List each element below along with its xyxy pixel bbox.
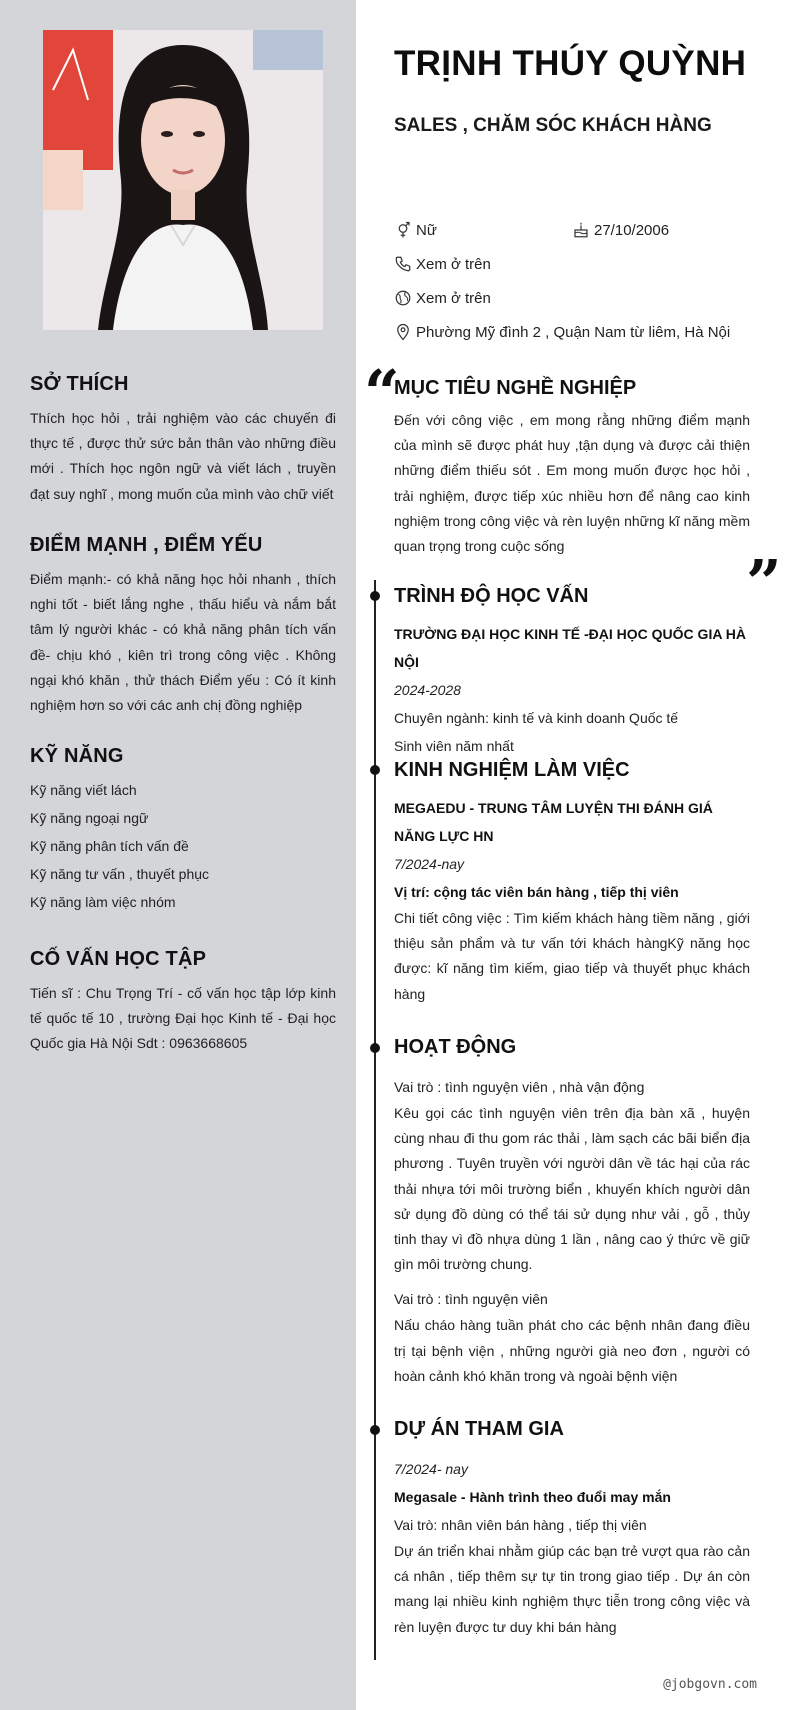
- education-title: TRÌNH ĐỘ HỌC VẤN: [394, 585, 589, 607]
- objective-text: Đến với công việc , em mong rằng những điểm mạnh của mình sẽ được phát huy ,tận dụng và được cải thiện những điểm thiếu sót . Em mong muốn được học hỏi , trải nghiệm, được tiếp xúc nhiều hơn để nâng cao kinh nghiệm trong công việc và rèn luyện những kĩ năng mềm quan trọng trong cuộc sống: [394, 412, 750, 555]
- gender-value: Nữ: [416, 221, 437, 239]
- activity-role: Vai trò : tình nguyện viên , nhà vận động: [394, 1079, 645, 1095]
- advisor-section: [30, 948, 336, 1057]
- hobbies-text: Thích học hỏi , trải nghiệm vào các chuyến đi thực tế , được thử sức bản thân vào những điều mới . Thích học ngôn ngữ và viết lách , truyền đạt suy nghĩ , mong muốn của mình vào chữ viết: [30, 410, 336, 502]
- phone-value: Xem ở trên: [416, 255, 491, 273]
- profile-photo: [43, 30, 323, 330]
- location-pin-icon: [394, 323, 412, 341]
- timeline-dot: [370, 591, 380, 601]
- hobbies-title: SỞ THÍCH: [30, 373, 129, 395]
- skills-list: [30, 776, 336, 916]
- footer-watermark: @jobgovn.com: [663, 1677, 757, 1692]
- education-year: Sinh viên năm nhất: [394, 738, 514, 754]
- skill-item: Kỹ năng ngoại ngữ: [30, 810, 149, 826]
- activities-section: [394, 1036, 750, 1389]
- projects-section: [394, 1418, 750, 1640]
- candidate-name: TRỊNH THÚY QUỲNH: [394, 44, 747, 83]
- birthday-value: 27/10/2006: [594, 221, 670, 239]
- activity-role: Vai trò : tình nguyện viên: [394, 1291, 548, 1308]
- project-name: Megasale - Hành trình theo đuổi may mắn: [394, 1489, 671, 1505]
- skill-item: Kỹ năng viết lách: [30, 782, 137, 798]
- company-name: MEGAEDU - TRUNG TÂM LUYỆN THI ĐÁNH GIÁ NĂNG LỰC HN: [394, 800, 713, 844]
- education-section: [394, 585, 750, 760]
- experience-details: Chi tiết công việc : Tìm kiếm khách hàng tiềm năng , giới thiệu sản phẩm và tư vấn tới khách hàngKỹ năng học được: kĩ năng tìm kiếm, giao tiếp và thuyết phục khách hàng: [394, 910, 750, 1002]
- candidate-role: SALES , CHĂM SÓC KHÁCH HÀNG: [394, 115, 712, 136]
- project-role: Vai trò: nhân viên bán hàng , tiếp thị viên: [394, 1517, 647, 1533]
- experience-title: KINH NGHIỆM LÀM VIỆC: [394, 759, 630, 781]
- globe-icon: [394, 289, 412, 307]
- phone-icon: [394, 255, 412, 273]
- website-row: [394, 289, 491, 307]
- hobbies-section: [30, 373, 336, 507]
- education-period: 2024-2028: [394, 682, 461, 698]
- strengths-title: ĐIỂM MẠNH , ĐIỂM YẾU: [30, 534, 263, 556]
- phone-row: [394, 255, 491, 273]
- advisor-title: CỐ VẤN HỌC TẬP: [30, 948, 207, 970]
- experience-position: Vị trí: cộng tác viên bán hàng , tiếp thị viên: [394, 884, 679, 900]
- project-period: 7/2024- nay: [394, 1461, 468, 1477]
- strengths-section: [30, 534, 336, 718]
- quote-open-icon: “: [364, 356, 400, 429]
- objective-title: MỤC TIÊU NGHỀ NGHIỆP: [394, 377, 637, 399]
- strengths-text: Điểm mạnh:- có khả năng học hỏi nhanh , thích nghi tốt - biết lắng nghe , thấu hiểu và nắm bắt tâm lý người khác - có khả năng phân tích vấn đề- chịu khó , kiên trì trong công việc . Không ngại khó khăn , thử thách Điểm yếu : Có ít kinh nghiệm hơn so với các anh chị đồng nghiệp: [30, 571, 336, 714]
- skills-title: KỸ NĂNG: [30, 745, 124, 767]
- profile-photo-illustration: [43, 30, 323, 330]
- sidebar: [0, 0, 356, 1710]
- skill-item: Kỹ năng làm việc nhóm: [30, 894, 176, 910]
- timeline-line: [374, 580, 376, 1660]
- advisor-text: Tiến sĩ : Chu Trọng Trí - cố vấn học tập lớp kinh tế quốc tế 10 , trường Đại học Kinh tế - Đại học Quốc gia Hà Nội Sdt : 0963668605: [30, 985, 336, 1052]
- education-major: Chuyên ngành: kinh tế và kinh doanh Quốc tế: [394, 710, 679, 726]
- timeline-dot: [370, 765, 380, 775]
- website-value: Xem ở trên: [416, 289, 491, 307]
- address-value: Phường Mỹ đình 2 , Quận Nam từ liêm, Hà Nội: [416, 323, 731, 341]
- experience-period: 7/2024-nay: [394, 856, 465, 872]
- activity-text: Nấu cháo hàng tuần phát cho các bệnh nhân đang điều trị tại bệnh viện , những người già neo đơn , người có hoàn cảnh khó khăn trong và ngoài bệnh viện: [394, 1317, 750, 1384]
- objective-section: [394, 377, 750, 559]
- birthday-cake-icon: [572, 221, 590, 239]
- skill-item: Kỹ năng phân tích vấn đề: [30, 838, 189, 854]
- activities-title: HOẠT ĐỘNG: [394, 1036, 517, 1058]
- timeline-dot: [370, 1043, 380, 1053]
- timeline-dot: [370, 1425, 380, 1435]
- skill-item: Kỹ năng tư vấn , thuyết phục: [30, 866, 210, 882]
- quote-close-icon: ”: [746, 546, 782, 619]
- birthday-row: [572, 221, 669, 239]
- activity-text: Kêu gọi các tình nguyện viên trên địa bàn xã , huyện cùng nhau đi thu gom rác thải , làm sạch các bãi biển địa phương . Tuyên truyền với người dân về tác hại của rác thải nhựa tới môi trường biển , khuyến khích người dân sử dụng đồ dùng có thể tái sử dụng như vải , gỗ , thủy tinh thay vì đồ nhựa dùng 1 lần , nâng cao ý thức về giữ gìn môi trường chung.: [394, 1105, 750, 1273]
- skills-section: [30, 745, 336, 916]
- address-row: [394, 323, 730, 341]
- main-content: [356, 0, 790, 1710]
- gender-row: [394, 221, 437, 239]
- gender-icon: [394, 221, 412, 239]
- school-name: TRƯỜNG ĐẠI HỌC KINH TẾ -ĐẠI HỌC QUỐC GIA HÀ NỘI: [394, 626, 747, 670]
- project-text: Dự án triển khai nhằm giúp các bạn trẻ vượt qua rào cản cá nhân , tiếp thêm sự tự tin trong giao tiếp . Dự án còn mang lại nhiều kinh nghiệm thực tiễn trong công việc và rèn luyện được tư duy khi bán hàng: [394, 1543, 750, 1635]
- projects-title: DỰ ÁN THAM GIA: [394, 1418, 564, 1440]
- experience-section: [394, 759, 750, 1007]
